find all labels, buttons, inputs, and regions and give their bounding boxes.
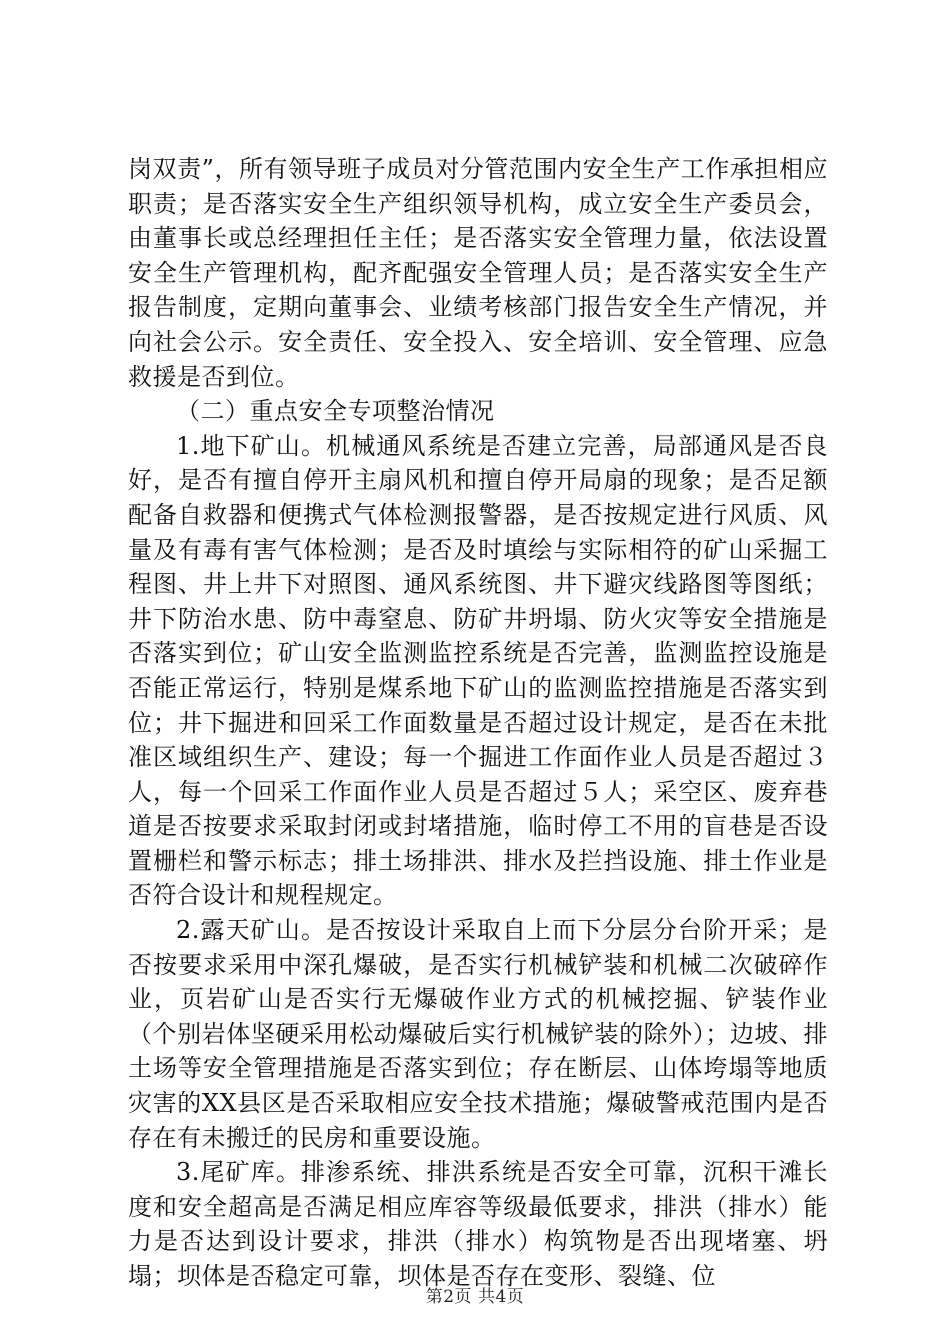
paragraph-responsibility-continued: 岗双责”，所有领导班子成员对分管范围内安全生产工作承担相应职责；是否落实安全生产组织领导机构，成立安全生产委员会，由董事长或总经理担任主任；是否落实安全管理力量，依法设置安全生产管理机构，配齐配强安全管理人员；是否落实安全生产报告制度，定期向董事会、业绩考核部门报告安全生产情况，并向社会公示。安全责任、安全投入、安全培训、安全管理、应急救援是否到位。	[128, 155, 828, 391]
section-heading-key-rectification: （二）重点安全专项整治情况	[176, 397, 495, 426]
paragraph-tailings-ponds: 3.尾矿库。排渗系统、排洪系统是否安全可靠，沉积干滩长度和安全超高是否满足相应库容等级最低要求，排洪（排水）能力是否达到设计要求，排洪（排水）构筑物是否出现堵塞、坍塌；坝体是否稳定可靠，坝体是否存在变形、裂缝、位	[128, 1158, 828, 1290]
paragraph-open-pit-mines: 2.露天矿山。是否按设计采取自上而下分层分台阶开采；是否按要求采用中深孔爆破，是否实行机械铲装和机械二次破碎作业，页岩矿山是否实行无爆破作业方式的机械挖掘、铲装作业（个别岩体坚硬采用松动爆破后实行机械铲装的除外）；边坡、排土场等安全管理措施是否落实到位；存在断层、山体垮塌等地质灾害的XX县区是否采取相应安全技术措施；爆破警戒范围内是否存在有未搬迁的民房和重要设施。	[128, 916, 828, 1152]
page-number-footer: 第2页 共4页	[425, 1287, 525, 1307]
document-body	[128, 152, 828, 1294]
paragraph-underground-mines: 1.地下矿山。机械通风系统是否建立完善，局部通风是否良好，是否有擅自停开主扇风机和擅自停开局扇的现象；是否足额配备自救器和便携式气体检测报警器，是否按规定进行风质、风量及有毒有害气体检测；是否及时填绘与实际相符的矿山采掘工程图、井上井下对照图、通风系统图、井下避灾线路图等图纸；井下防治水患、防中毒窒息、防矿井坍塌、防火灾等安全措施是否落实到位；矿山安全监测监控系统是否完善，监测监控设施是否能正常运行，特别是煤系地下矿山的监测监控措施是否落实到位；井下掘进和回采工作面数量是否超过设计规定，是否在未批准区域组织生产、建设；每一个掘进工作面作业人员是否超过３人，每一个回采工作面作业人员是否超过５人；采空区、废弃巷道是否按要求采取封闭或封堵措施，临时停工不用的盲巷是否设置栅栏和警示标志；排土场排洪、排水及拦挡设施、排土作业是否符合设计和规程规定。	[128, 431, 828, 910]
